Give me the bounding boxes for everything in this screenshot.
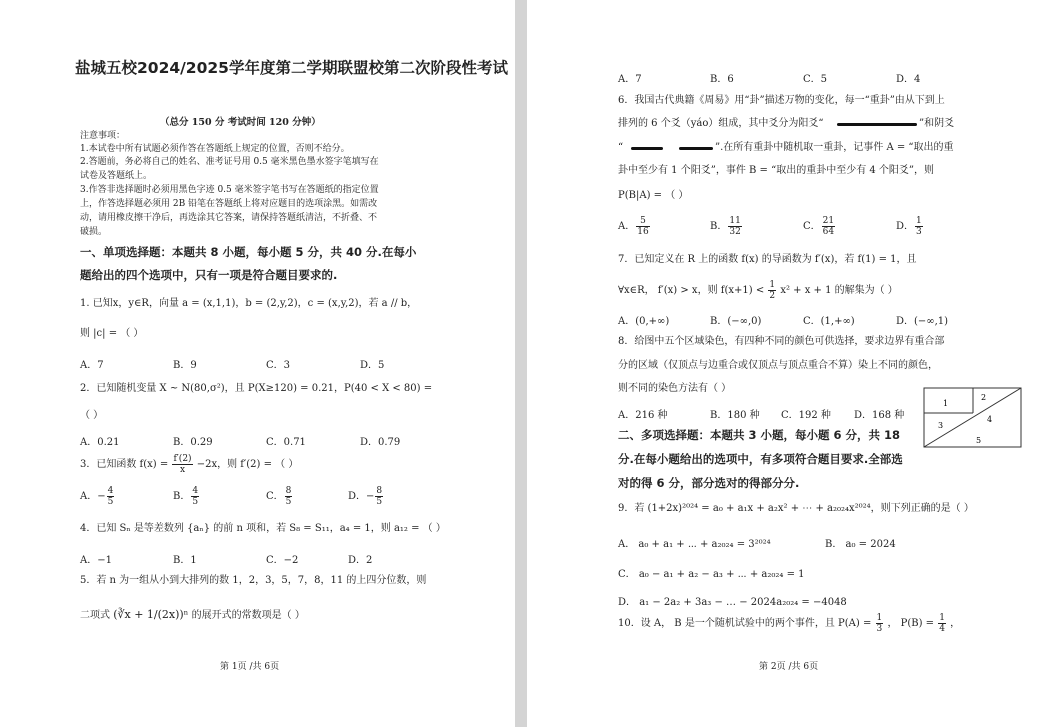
- option-c: [266, 486, 293, 507]
- question-8-line3: 则不同的染色方法有（ ）: [618, 383, 732, 394]
- fraction: [938, 613, 946, 634]
- option-c: C．0.71: [266, 437, 306, 448]
- option-b: [710, 216, 743, 237]
- question-6-line2: 排列的 6 个爻（yáo）组成，其中爻分为阳爻“: [618, 118, 824, 129]
- option-label: C．: [803, 221, 821, 232]
- option-c: C．−2: [266, 555, 299, 566]
- option-b: B．1: [173, 555, 197, 566]
- region-label: 5: [976, 436, 982, 445]
- numerator: 1: [769, 280, 776, 290]
- question-10-end: ，: [950, 618, 961, 629]
- yin-yao-symbol-right: [679, 147, 713, 150]
- question-3-pre: 3．已知函数 f(x) =: [80, 459, 169, 470]
- option-d: [348, 486, 384, 507]
- fraction: [285, 486, 293, 507]
- fraction: [172, 454, 192, 475]
- numerator: 8: [285, 486, 292, 496]
- question-7-pre: ∀x∈R， f′(x) > x，则 f(x+1) <: [618, 285, 765, 296]
- denominator: 5: [285, 497, 292, 507]
- notice-line: 动，请用橡皮擦干净后，再选涂其它答案，请保持答题纸清洁，不折叠、不: [80, 213, 378, 223]
- page-gap: [515, 0, 527, 727]
- denominator: 16: [637, 227, 649, 237]
- page-2: [527, 0, 1047, 727]
- question-5-line2: [80, 606, 305, 625]
- question-8-line2: 分的区域（仅顶点与边重合或仅顶点与顶点重合不算）染上不同的颜色，: [618, 360, 938, 371]
- option-d: D．(−∞,1): [896, 316, 949, 327]
- fraction: [636, 216, 649, 237]
- numerator: 1: [876, 613, 883, 623]
- fraction: [822, 216, 835, 237]
- option-label: B．: [710, 221, 728, 232]
- option-d: [896, 216, 924, 237]
- section-2-heading: 二、多项选择题：本题共 3 小题，每小题 6 分，共 18: [618, 428, 901, 442]
- option-sign: −: [97, 491, 106, 502]
- region-label: 1: [943, 399, 949, 408]
- option-a: A．216 种: [618, 410, 668, 421]
- question-10: [618, 613, 960, 635]
- option-b: B．9: [173, 360, 197, 371]
- numerator: 4: [107, 486, 114, 496]
- notice-line: 试卷及答题纸上。: [80, 171, 153, 181]
- question-10-mid: ， P(B) =: [887, 618, 935, 629]
- question-9: 9．若 (1+2x)²⁰²⁴ = a₀ + a₁x + a₂x² + ⋯ + a₂₀₂₄x²⁰²⁴，则下列正确的是（ ）: [618, 503, 974, 514]
- question-10-pre: 10．设 A， B 是一个随机试验中的两个事件，且 P(A) =: [618, 618, 872, 629]
- fraction: [375, 486, 383, 507]
- question-6-line4: 卦中至少有 1 个阳爻”，事件 B = “取出的重卦中至少有 4 个阳爻”，则: [618, 165, 935, 176]
- question-8: 8．给图中五个区域染色，有四种不同的颜色可供选择，要求边界有重合部: [618, 336, 945, 347]
- option-label: A．: [80, 491, 98, 502]
- numerator: 1: [939, 613, 945, 623]
- option-d: D．0.79: [360, 437, 401, 448]
- option-label: B．: [173, 491, 191, 502]
- option-c: C． a₀ − a₁ + a₂ − a₃ + ⋯ + a₂₀₂₄ = 1: [618, 569, 805, 580]
- option-c: [803, 216, 836, 237]
- coloring-diagram: [923, 387, 1023, 449]
- question-7-line2: [618, 280, 898, 301]
- section-2-heading: 对的得 6 分，部分选对的得部分分.: [618, 476, 800, 490]
- denominator: 3: [876, 624, 883, 634]
- numerator: 5: [636, 216, 649, 227]
- fraction: [728, 216, 741, 237]
- denominator: 3: [916, 227, 922, 237]
- option-b: [173, 486, 200, 507]
- option-b: B．(−∞,0): [710, 316, 762, 327]
- option-a: A．7: [618, 74, 642, 85]
- yin-yao-symbol-left: [631, 147, 663, 150]
- question-1-line2: 则 |c| = （ ）: [80, 328, 144, 339]
- option-a: [80, 486, 115, 507]
- option-a: A．−1: [80, 555, 112, 566]
- denominator: 5: [192, 497, 199, 507]
- fraction: [915, 216, 923, 237]
- section-1-heading: 一、单项选择题：本题共 8 小题，每小题 5 分，共 40 分.在每小: [80, 245, 417, 259]
- region-label: 3: [938, 421, 944, 430]
- option-c: C．3: [266, 360, 291, 371]
- option-a: A．(0,+∞): [618, 316, 670, 327]
- fraction: [876, 613, 884, 634]
- option-d: D．5: [360, 360, 385, 371]
- notice-line: 上，作答选择题必须用 2B 铅笔在答题纸上将对应题目的选项涂黑。如需改: [80, 199, 378, 209]
- question-6-line2-end: ”和阴爻: [919, 118, 955, 129]
- option-d: D．2: [348, 555, 373, 566]
- question-5: 5．若 n 为一组从小到大排列的数 1，2，3，5，7，8，11 的上四分位数，则: [80, 575, 427, 586]
- denominator: 5: [107, 497, 114, 507]
- option-a: A．0.21: [80, 437, 120, 448]
- notice-line: 3.作答非选择题时必须用黑色字迹 0.5 毫米签字笔书写在答题纸的指定位置: [80, 185, 379, 195]
- denominator: 32: [729, 227, 741, 237]
- denominator: x: [179, 465, 186, 475]
- numerator: 11: [729, 216, 741, 226]
- denominator: 4: [939, 624, 945, 634]
- page-1: [0, 0, 515, 727]
- question-7: 7．已知定义在 R 上的函数 f(x) 的导函数为 f′(x)，若 f(1) = 1，且: [618, 254, 917, 265]
- numerator: 1: [916, 216, 922, 226]
- question-1: 1. 已知x，y∈R，向量 a = (x,1,1)，b = (2,y,2)，c = (x,y,2)，若 a // b，: [80, 298, 418, 309]
- notice-line: 破损。: [80, 227, 108, 237]
- option-label: D．: [896, 221, 915, 232]
- numerator: 21: [822, 216, 835, 226]
- notice-line: 2.答题前，务必将自己的姓名、准考证号用 0.5 毫米黑色墨水签字笔填写在: [80, 157, 379, 167]
- question-5-post: 的展开式的常数项是（ ）: [191, 610, 305, 621]
- fraction: [191, 486, 199, 507]
- option-a: A．7: [80, 360, 104, 371]
- option-a: A． a₀ + a₁ + ⋯ + a₂₀₂₄ = 3²⁰²⁴: [618, 539, 771, 550]
- denominator: 64: [822, 227, 835, 237]
- notice-line: 1.本试卷中所有试题必须作答在答题纸上规定的位置，否则不给分。: [80, 144, 350, 154]
- section-2-heading: 分.在每小题给出的选项中，有多项符合题目要求.全部选: [618, 452, 903, 466]
- yang-yao-symbol: [837, 123, 917, 126]
- section-1-heading: 题给出的四个选项中，只有一项是符合题目要求的.: [80, 268, 338, 282]
- question-2-line2: （ ）: [80, 410, 104, 421]
- numerator: 4: [192, 486, 199, 496]
- option-c: C．192 种: [781, 410, 831, 421]
- exam-title: 盐城五校2024/2025学年度第二学期联盟校第二次阶段性考试: [75, 59, 508, 77]
- fraction: [107, 486, 115, 507]
- option-sign: −: [366, 491, 375, 502]
- option-c: C．(1,+∞): [803, 316, 855, 327]
- option-a: [618, 216, 651, 237]
- denominator: 2: [769, 291, 776, 301]
- numerator: f′(2): [173, 454, 192, 464]
- option-d: D．168 种: [854, 410, 905, 421]
- option-b: B．0.29: [173, 437, 213, 448]
- question-3: [80, 454, 298, 476]
- question-6: 6．我国古代典籍《周易》用“卦”描述万物的变化，每一“重卦”由从下到上: [618, 95, 945, 106]
- question-2: 2．已知随机变量 X ~ N(80,σ²)，且 P(X≥120) = 0.21，P(40 < X < 80) =: [80, 383, 433, 394]
- numerator: 8: [376, 486, 383, 496]
- question-6-line5: P(B|A) = （ ）: [618, 190, 689, 201]
- page-footer: 第 1页 /共 6页: [220, 662, 280, 672]
- option-c: C．5: [803, 74, 828, 85]
- option-b: B．6: [710, 74, 734, 85]
- exam-subtitle: （总分 150 分 考试时间 120 分钟）: [160, 117, 321, 128]
- option-d: D．4: [896, 74, 921, 85]
- notice-header: 注意事项：: [80, 131, 126, 141]
- question-6-line3: ”.在所有重卦中随机取一重卦，记事件 A = “取出的重: [715, 142, 954, 153]
- question-3-post: −2x，则 f′(2) = （ ）: [196, 459, 299, 470]
- fraction: [768, 280, 776, 301]
- option-b: B． a₀ = 2024: [825, 539, 896, 550]
- denominator: 5: [376, 497, 383, 507]
- question-6-line3-start: “: [618, 142, 624, 153]
- page-footer: 第 2页 /共 6页: [759, 662, 819, 672]
- region-label: 2: [981, 393, 987, 402]
- option-label: A．: [618, 221, 636, 232]
- question-5-pre: 二项式: [80, 610, 110, 621]
- region-label: 4: [987, 415, 993, 424]
- option-b: B．180 种: [710, 410, 760, 421]
- option-d: D． a₁ − 2a₂ + 3a₃ − … − 2024a₂₀₂₄ = −4048: [618, 597, 847, 608]
- binomial-expression: (∛x + 1/(2x))ⁿ: [113, 608, 189, 621]
- option-label: C．: [266, 491, 284, 502]
- option-label: D．: [348, 491, 367, 502]
- question-4: 4．已知 Sₙ 是等差数列 {aₙ} 的前 n 项和，若 S₈ = S₁₁，a₄ = 1，则 a₁₂ = （ ）: [80, 523, 446, 534]
- question-7-post: x² + x + 1 的解集为（ ）: [780, 285, 898, 296]
